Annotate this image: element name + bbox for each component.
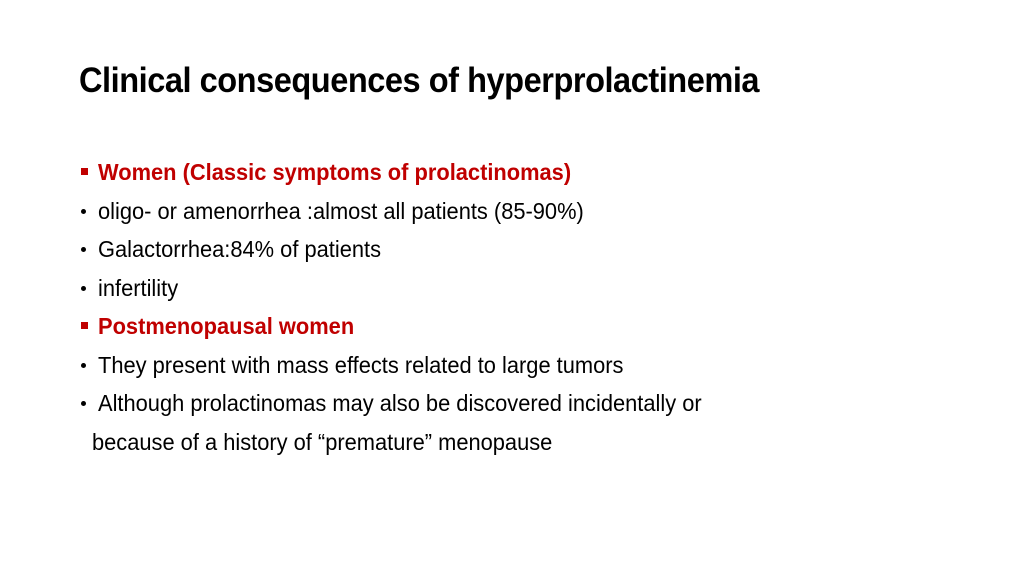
list-item-text: Galactorrhea:84% of patients (98, 236, 382, 262)
square-bullet-icon (81, 322, 88, 329)
heading-text: Women (Classic symptoms of prolactinomas) (98, 159, 572, 185)
round-bullet-icon (81, 363, 86, 368)
round-bullet-icon (81, 401, 86, 406)
list-item (78, 346, 978, 385)
section-heading-women (78, 153, 978, 192)
slide-title: Clinical consequences of hyperprolactinemia (79, 61, 760, 100)
square-bullet-icon (81, 168, 88, 175)
list-item-text: infertility (98, 274, 179, 301)
list-item-continuation (78, 423, 978, 462)
list-item (78, 269, 978, 308)
round-bullet-icon (81, 286, 86, 291)
heading-text: Postmenopausal women (98, 313, 355, 339)
list-item-text: Although prolactinomas may also be discovered incidentally or (98, 390, 702, 416)
round-bullet-icon (81, 247, 86, 252)
list-item-text: They present with mass effects related to large tumors (98, 351, 624, 378)
list-item-text: because of a history of “premature” menopause (92, 428, 553, 455)
section-heading-postmenopausal (78, 307, 978, 346)
list-item-text: oligo- or amenorrhea :almost all patients (85-90%) (98, 197, 584, 224)
list-item (78, 384, 978, 423)
round-bullet-icon (81, 209, 86, 214)
list-item (78, 230, 978, 269)
bullet-list (78, 153, 978, 461)
list-item (78, 192, 978, 231)
